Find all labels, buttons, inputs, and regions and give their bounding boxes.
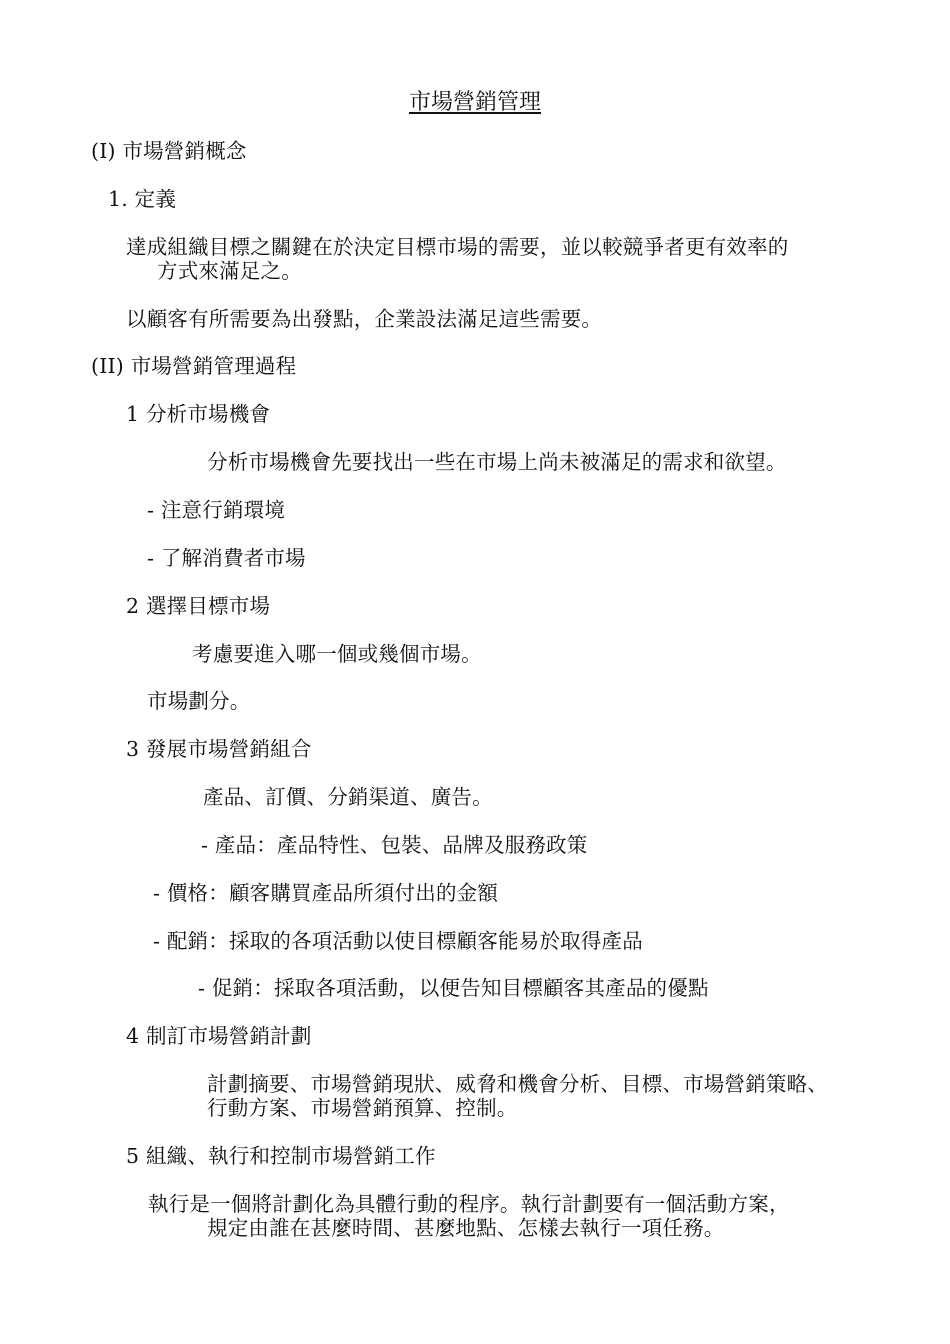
step-1-heading: 1 分析市場機會 bbox=[126, 402, 271, 426]
step-4-line-1: 計劃摘要、市場營銷現狀、威脅和機會分析、目標、市場營銷策略、 bbox=[207, 1072, 828, 1096]
step-1-description: 分析市場機會先要找出一些在市場上尚未被滿足的需求和欲望。 bbox=[207, 450, 787, 474]
document-title: 市場營銷管理 bbox=[408, 90, 541, 115]
step-3-item-product: - 產品：產品特性、包裝、品牌及服務政策 bbox=[201, 833, 588, 857]
step-3-description: 產品、訂價、分銷渠道、廣告。 bbox=[203, 785, 493, 809]
step-2-description: 考慮要進入哪一個或幾個市場。 bbox=[192, 642, 482, 666]
step-1-bullet-1: - 注意行銷環境 bbox=[147, 498, 286, 522]
step-4-heading: 4 制訂市場營銷計劃 bbox=[126, 1024, 312, 1048]
step-5-line-1: 執行是一個將計劃化為具體行動的程序。執行計劃要有一個活動方案， bbox=[148, 1192, 790, 1216]
step-2-note: 市場劃分。 bbox=[147, 689, 251, 713]
step-3-item-price: - 價格：顧客購買產品所須付出的金額 bbox=[153, 881, 499, 905]
definition-paragraph-2: 以顧客有所需要為出發點，企業設法滿足這些需要。 bbox=[126, 307, 603, 331]
definition-line-1: 達成組織目標之關鍵在於決定目標市場的需要，並以較競爭者更有效率的 bbox=[126, 235, 789, 259]
step-5-line-2: 規定由誰在甚麼時間、甚麼地點、怎樣去執行一項任務。 bbox=[207, 1216, 725, 1240]
step-1-bullet-2: - 了解消費者市場 bbox=[147, 546, 306, 570]
step-3-heading: 3 發展市場營銷組合 bbox=[126, 737, 312, 761]
step-4-line-2: 行動方案、市場營銷預算、控制。 bbox=[207, 1096, 518, 1120]
definition-line-2: 方式來滿足之。 bbox=[157, 259, 302, 283]
step-2-heading: 2 選擇目標市場 bbox=[126, 594, 271, 618]
section-heading-concept: (I) 市場營銷概念 bbox=[91, 139, 247, 163]
subheading-definition: 1. 定義 bbox=[108, 187, 177, 211]
step-3-item-promotion: - 促銷：採取各項活動，以便告知目標顧客其產品的優點 bbox=[198, 976, 709, 1000]
step-5-heading: 5 組織、執行和控制市場營銷工作 bbox=[126, 1144, 436, 1168]
step-3-item-distribution: - 配銷：採取的各項活動以使目標顧客能易於取得產品 bbox=[153, 929, 643, 953]
section-heading-process: (II) 市場營銷管理過程 bbox=[91, 354, 297, 378]
